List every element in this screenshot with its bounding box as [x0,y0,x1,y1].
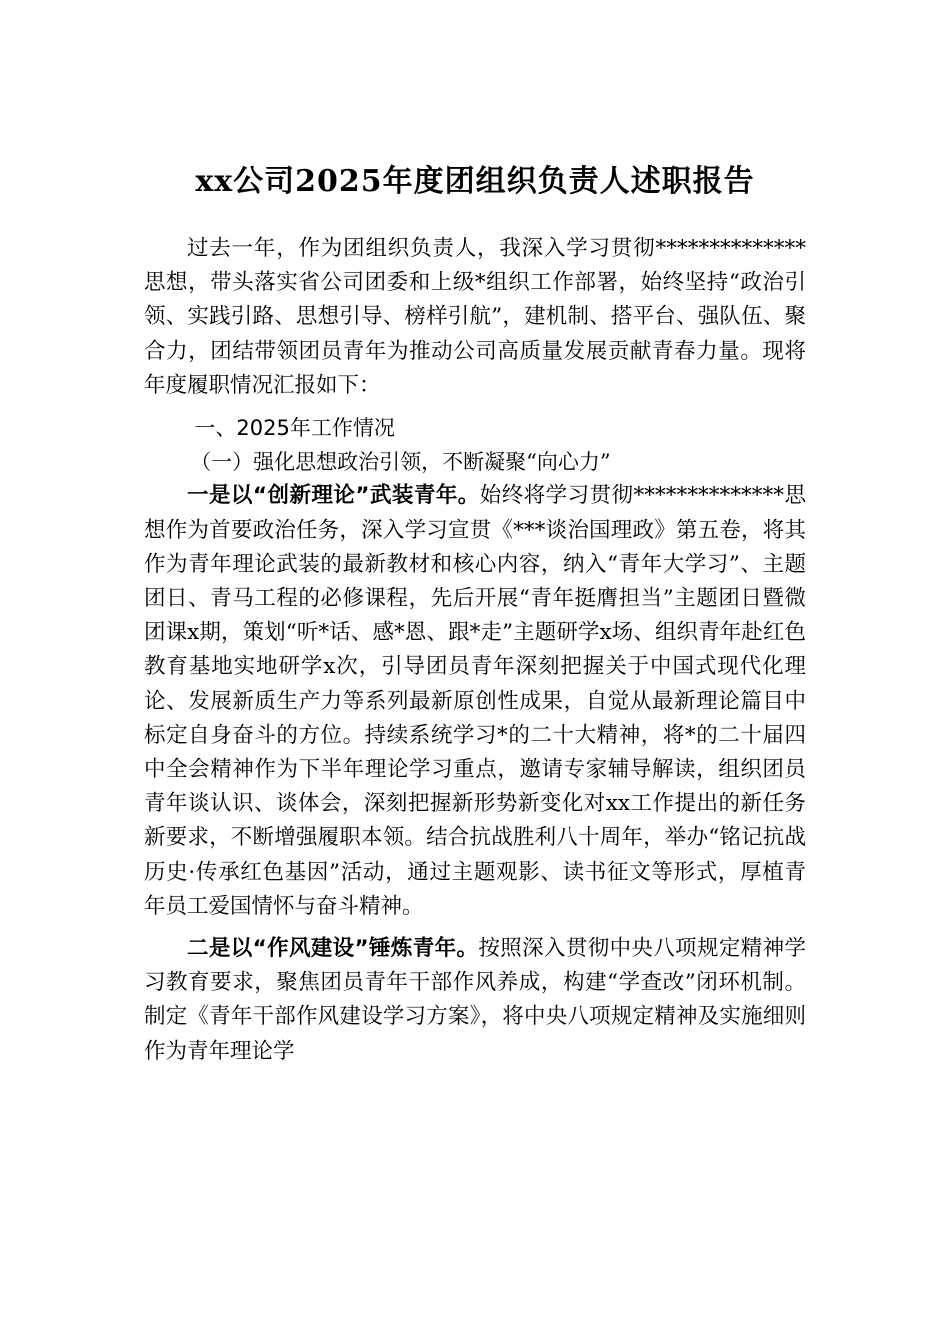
spacer [144,924,806,932]
intro-paragraph: 过去一年，作为团组织负责人，我深入学习贯彻**************思想，带头落实省公司团委和上级*组织工作部署，始终坚持“政治引领、实践引路、思想引导、榜样引航”，建机制、搭平台、强队伍、聚合力，团结带领团员青年为推动公司高质量发展贡献青春力量。现将年度履职情况汇报如下： [144,236,806,398]
paragraph-two [144,932,806,1069]
paragraph-two-text: 按照深入贯彻中央八项规定精神学习教育要求，聚焦团员青年干部作风养成，构建“学查改”闭环机制。制定《青年干部作风建设学习方案》，将中央八项规定精神及实施细则作为青年理论学 [144,936,806,1064]
paragraph-one-lead: 一是以“创新理论”武装青年。 [187,483,480,509]
document-title: xx公司2025年度团组织负责人述职报告 [195,164,755,199]
paragraph-one-text: 始终将学习贯彻**************思想作为首要政治任务，深入学习宣贯《***谈治国理政》第五卷，将其作为青年理论武装的最新教材和核心内容，纳入“青年大学习”、主题团日、青马工程的必修课程，先后开展“青年挺膺担当”主题团日暨微团课x期，策划“听*话、感*恩、跟*走”主题研学x场、组织青年赴红色教育基地实地研学x次，引导团员青年深刻把握关于中国式现代化理论、发展新质生产力等系列最新原创性成果，自觉从最新理论篇目中标定自身奋斗的方位。持续系统学习*的二十大精神，将*的二十届四中全会精神作为下半年理论学习重点，邀请专家辅导解读，组织团员青年谈认识、谈体会，深刻把握新形势新变化对xx工作提出的新任务新要求，不断增强履职本领。结合抗战胜利八十周年，举办“铭记抗战历史·传承红色基因”活动，通过主题观影、读书征文等形式，厚植青年员工爱国情怀与奋斗精神。 [144,483,806,919]
paragraph-two-lead: 二是以“作风建设”锤炼青年。 [187,936,479,962]
paragraph-one [144,479,806,924]
document-body [144,232,806,1069]
subsection-heading: （一）强化思想政治引领，不断凝聚“向心力” [190,450,611,475]
section-heading: 一、2025年工作情况 [194,416,395,441]
spacer [144,403,806,411]
